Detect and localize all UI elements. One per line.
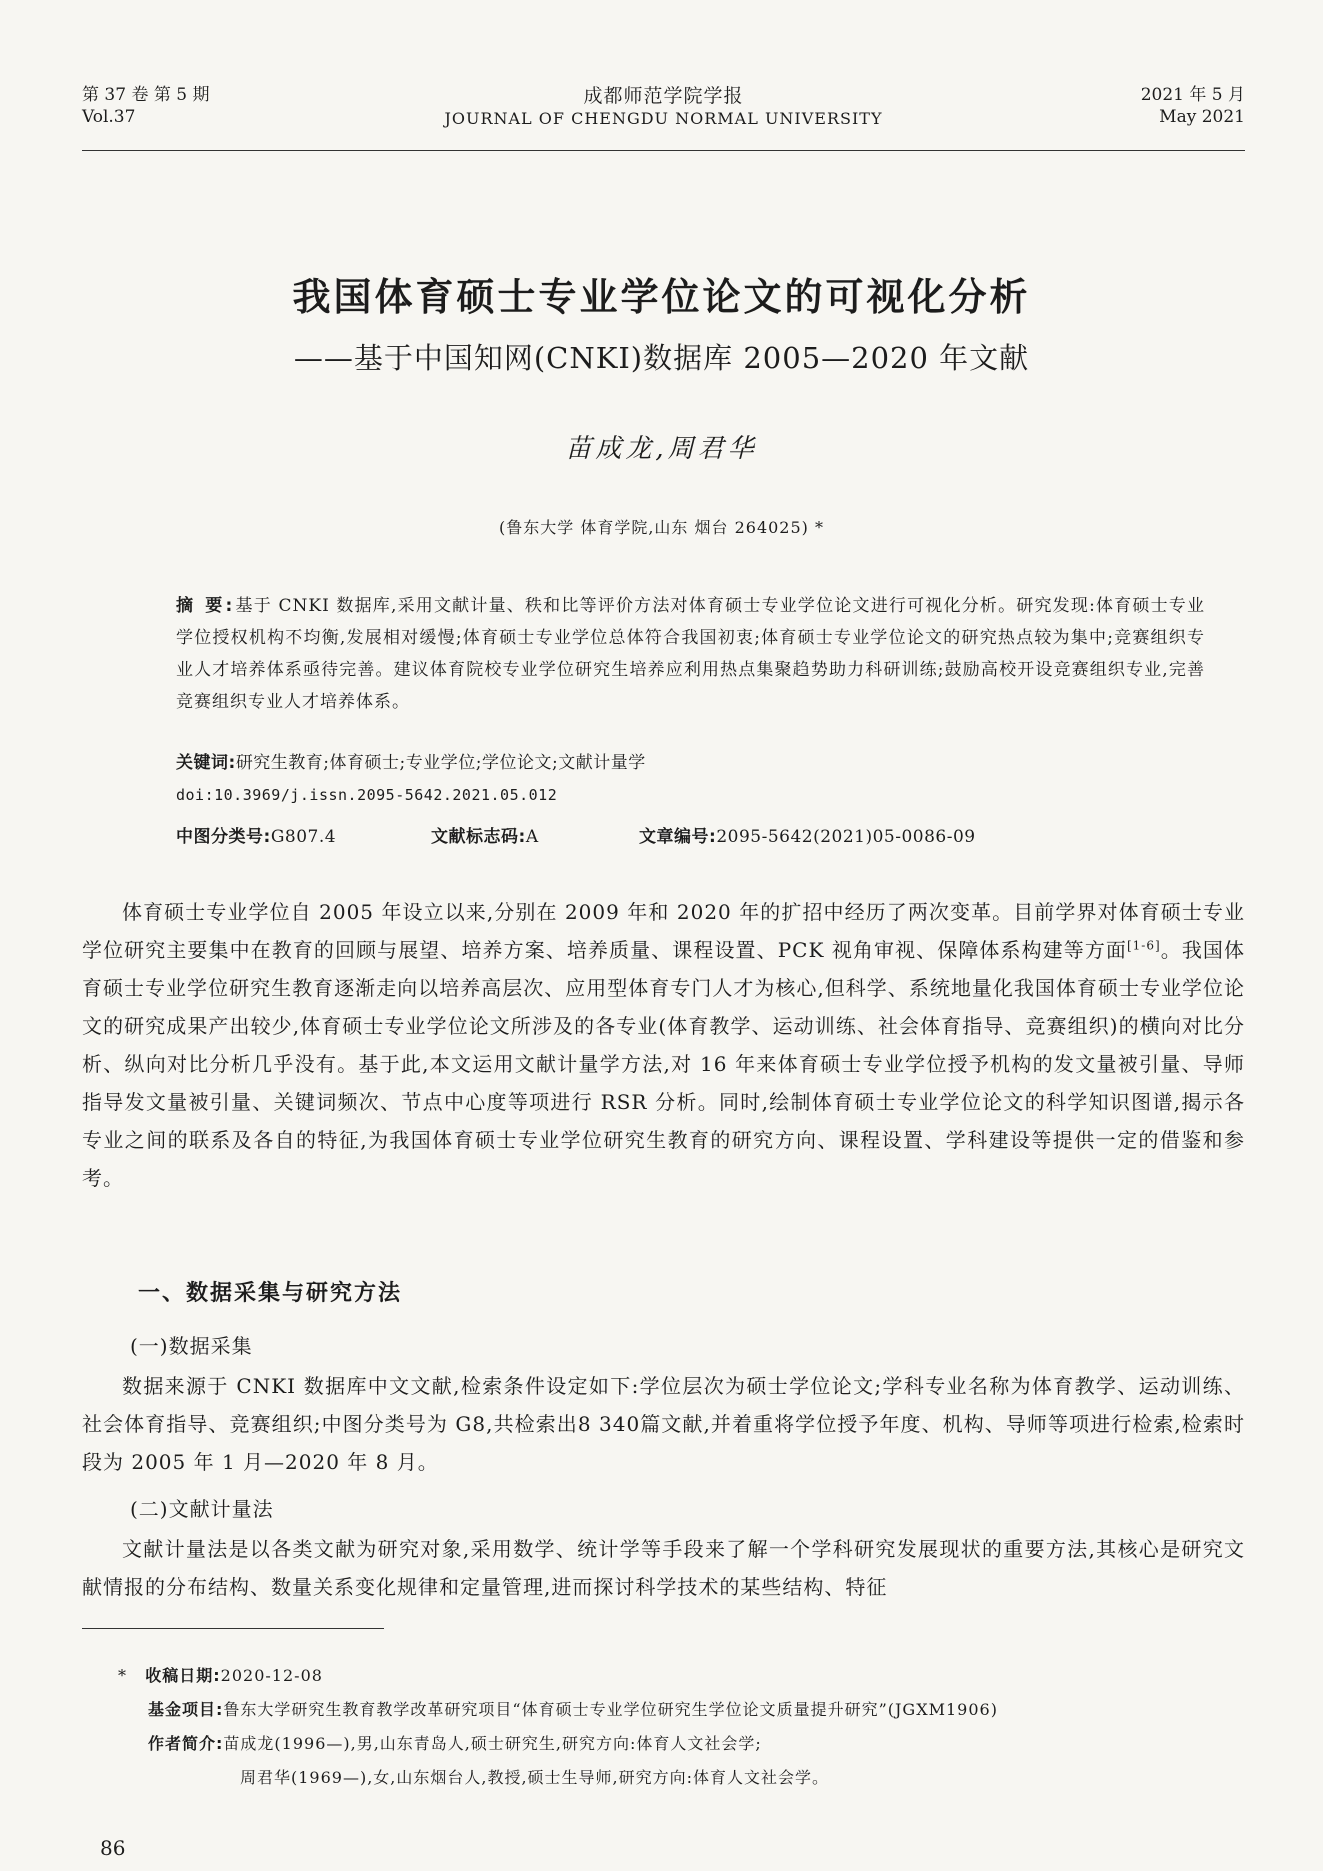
doi: doi:10.3969/j.issn.2095-5642.2021.05.012 (176, 786, 558, 804)
classification-line (176, 822, 1205, 847)
page-number: 86 (100, 1836, 126, 1860)
subsection-heading-bibliometrics: (二)文献计量法 (130, 1497, 274, 1521)
data-collection-paragraph (82, 1367, 1245, 1481)
article-authors: 苗成龙,周君华 (565, 434, 758, 464)
author-affiliation: (鲁东大学 体育学院,山东 烟台 264025) * (499, 518, 824, 537)
doc-code-value: A (525, 827, 539, 847)
volume-issue: 第 37 卷 第 5 期 (82, 85, 210, 105)
clc-value: G807.4 (270, 827, 337, 847)
received-label: 收稿日期: (145, 1666, 221, 1685)
article-no-label: 文章编号: (639, 827, 717, 847)
subsection-heading-data-collection: (一)数据采集 (130, 1334, 253, 1358)
keywords-label: 关键词: (176, 753, 236, 773)
footnote-mark: * (118, 1666, 127, 1685)
keywords (176, 748, 1205, 773)
volume-en: Vol.37 (82, 107, 136, 127)
fund-label: 基金项目: (148, 1700, 224, 1719)
bio-second-author: 周君华(1969—),女,山东烟台人,教授,硕士生导师,研究方向:体育人文社会学。 (240, 1768, 830, 1787)
bibliometrics-paragraph (82, 1530, 1245, 1606)
journal-name-en: JOURNAL OF CHENGDU NORMAL UNIVERSITY (444, 109, 883, 128)
abstract-text: 基于 CNKI 数据库,采用文献计量、秩和比等评价方法对体育硕士专业学位论文进行可视化分析。研究发现:体育硕士专业学位授权机构不均衡,发展相对缓慢;体育硕士专业学位总体符合我国初衷;体育硕士专业学位论文的研究热点较为集中;竞赛组织专业人才培养体系亟待完善。建议体育院校专业学位研究生培养应利用热点集聚趋势助力科研训练;鼓励高校开设竞赛组织专业,完善竞赛组织专业人才培养体系。 (176, 596, 1205, 712)
article-title: 我国体育硕士专业学位论文的可视化分析 (292, 275, 1031, 319)
date-en: May 2021 (1159, 107, 1245, 127)
fund-text: 鲁东大学研究生教育教学改革研究项目“体育硕士专业学位研究生学位论文质量提升研究”(JGXM1906) (223, 1700, 998, 1719)
data-collection-text: 数据来源于 CNKI 数据库中文文献,检索条件设定如下:学位层次为硕士学位论文;学科专业名称为体育教学、运动训练、社会体育指导、竞赛组织;中图分类号为 G8,共检索出8 340篇文献,并着重将学位授予年度、机构、导师等项进行检索,检索时段为 2005 年 1 月—2020 年 8 月。 (82, 1374, 1245, 1474)
abstract (176, 590, 1205, 718)
intro-text-a: 体育硕士专业学位自 2005 年设立以来,分别在 2009 年和 2020 年的扩招中经历了两次变革。目前学界对体育硕士专业学位研究主要集中在教育的回顾与展望、培养方案、培养质量、课程设置、PCK 视角审视、保障体系构建等方面 (82, 900, 1245, 962)
abstract-label: 摘 要: (176, 596, 236, 616)
intro-text-b: 。我国体育硕士专业学位研究生教育逐渐走向以培养高层次、应用型体育专门人才为核心,但科学、系统地量化我国体育硕士专业学位论文的研究成果产出较少,体育硕士专业学位论文所涉及的各专业(体育教学、运动训练、社会体育指导、竞赛组织)的横向对比分析、纵向对比分析几乎没有。基于此,本文运用文献计量学方法,对 16 年来体育硕士专业学位授予机构的发文量被引量、导师指导发文量被引量、关键词频次、节点中心度等项进行 RSR 分析。同时,绘制体育硕士专业学位论文的科学知识图谱,揭示各专业之间的联系及各自的特征,为我国体育硕士专业学位研究生教育的研究方向、课程设置、学科建设等提供一定的借鉴和参考。 (82, 938, 1245, 1190)
bio-first-author: 苗成龙(1996—),男,山东青岛人,硕士研究生,研究方向:体育人文社会学; (223, 1734, 762, 1753)
bio-label: 作者简介: (148, 1734, 224, 1753)
article-subtitle: ——基于中国知网(CNKI)数据库 2005—2020 年文献 (293, 341, 1030, 375)
issue-date (1141, 84, 1245, 128)
footnote-rule (82, 1628, 384, 1629)
date-cn: 2021 年 5 月 (1140, 85, 1245, 105)
running-header (82, 84, 1245, 148)
footnote-fund (148, 1699, 1245, 1721)
journal-name (82, 84, 1245, 130)
clc-number (176, 822, 431, 847)
footnote-received (118, 1665, 1245, 1687)
intro-paragraph (82, 893, 1245, 1197)
journal-name-cn: 成都师范学院学报 (583, 85, 744, 107)
footnote-author-bio (148, 1733, 1245, 1755)
section-heading: 一、数据采集与研究方法 (138, 1281, 403, 1306)
doc-code-label: 文献标志码: (431, 827, 526, 847)
bibliometrics-text: 文献计量法是以各类文献为研究对象,采用数学、统计学等手段来了解一个学科研究发展现状的重要方法,其核心是研究文献情报的分布结构、数量关系变化规律和定量管理,进而探讨科学技术的某些结构、特征 (82, 1537, 1245, 1599)
citation-ref[interactable]: [1-6] (1126, 938, 1161, 953)
clc-label: 中图分类号: (176, 827, 271, 847)
document-code (431, 822, 639, 847)
received-date: 2020-12-08 (220, 1666, 323, 1685)
header-rule (82, 150, 1245, 151)
article-no-value: 2095-5642(2021)05-0086-09 (716, 827, 976, 847)
keywords-text: 研究生教育;体育硕士;专业学位;学位论文;文献计量学 (235, 753, 646, 773)
article-number (639, 822, 976, 847)
